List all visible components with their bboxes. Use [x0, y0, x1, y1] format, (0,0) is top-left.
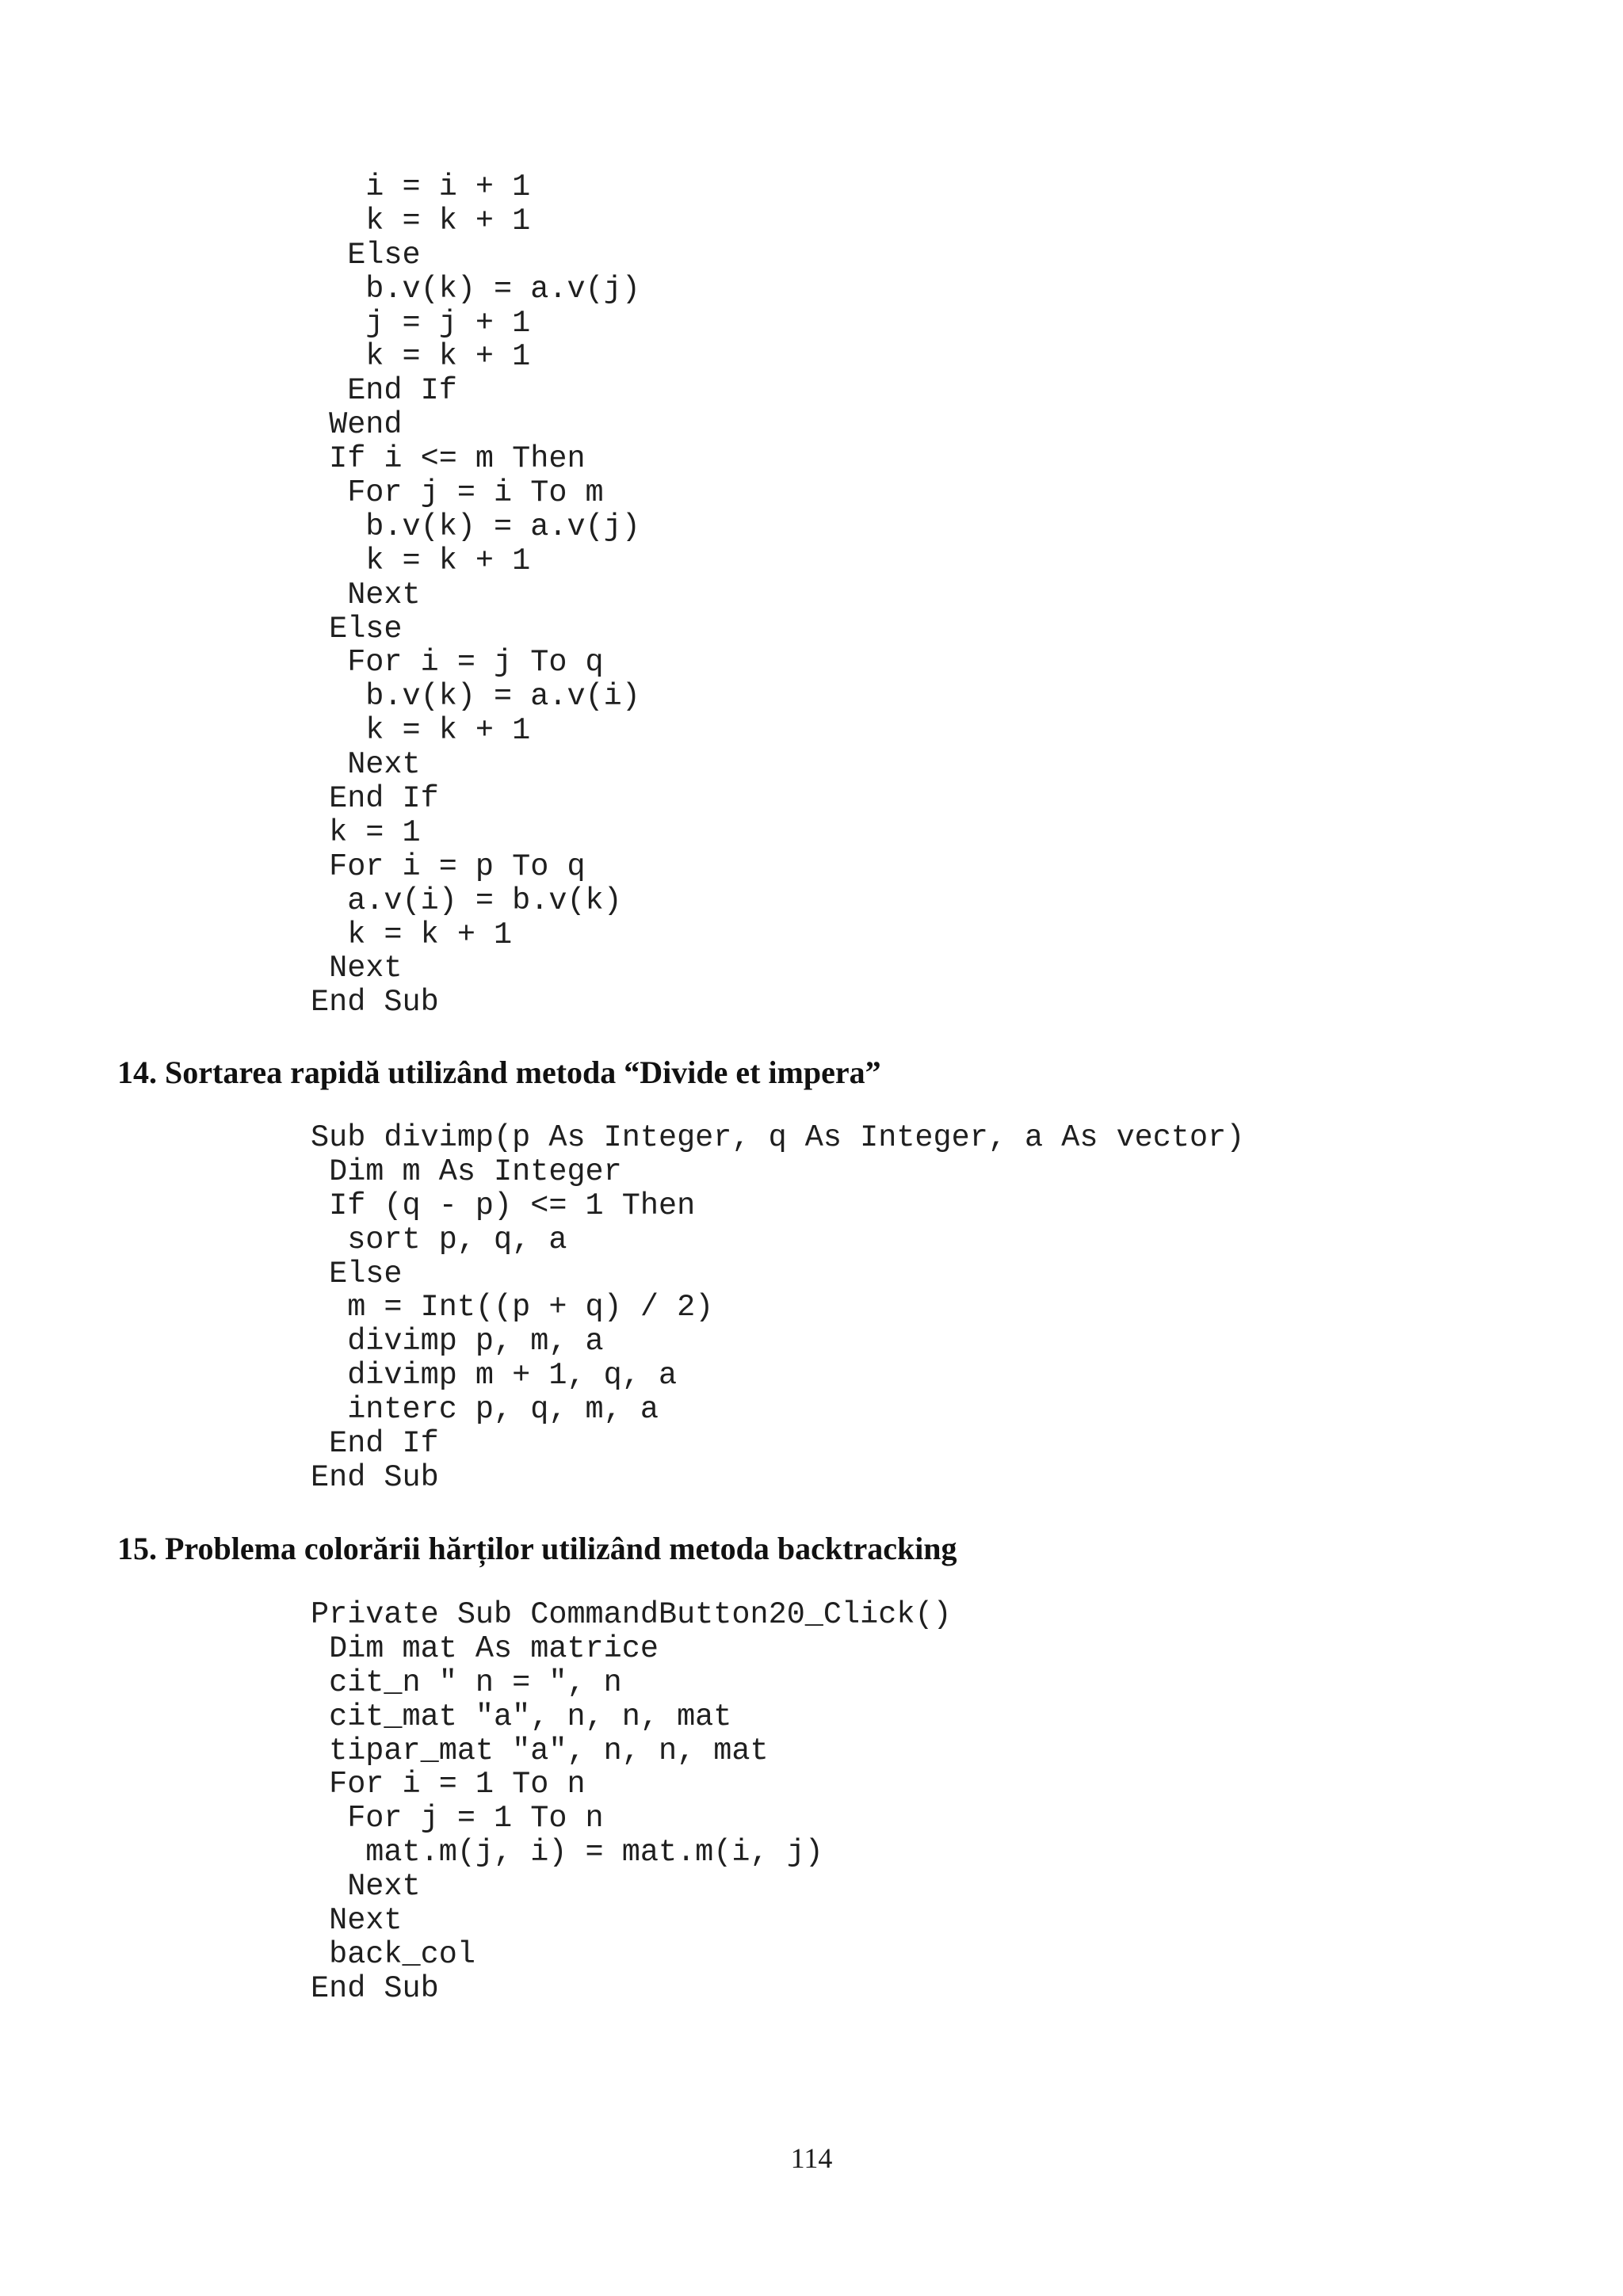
code-line: End Sub	[311, 1970, 439, 2006]
code-line: k = k + 1	[311, 203, 531, 238]
code-line: j = j + 1	[311, 305, 531, 341]
code-line: m = Int((p + q) / 2)	[311, 1290, 714, 1325]
code-line: k = k + 1	[311, 543, 531, 578]
code-line: Else	[311, 611, 403, 646]
code-line: back_col	[311, 1936, 475, 1972]
code-line: End Sub	[311, 1459, 439, 1495]
code-line: divimp m + 1, q, a	[311, 1358, 678, 1394]
code-line: Next	[311, 577, 421, 612]
code-line: If i <= m Then	[311, 441, 586, 477]
code-line: cit_mat "a", n, n, mat	[311, 1699, 732, 1734]
code-line: Next	[311, 747, 421, 783]
code-line: Else	[311, 237, 421, 273]
code-line: Private Sub CommandButton20_Click()	[311, 1597, 952, 1632]
code-line: divimp p, m, a	[311, 1324, 604, 1360]
code-line: For j = i To m	[311, 475, 604, 511]
code-line: Dim mat As matrice	[311, 1630, 659, 1666]
code-line: For i = 1 To n	[311, 1767, 586, 1802]
code-line: Else	[311, 1256, 403, 1291]
code-line: cit_n " n = ", n	[311, 1665, 622, 1700]
code-line: b.v(k) = a.v(i)	[311, 679, 640, 715]
code-line: mat.m(j, i) = mat.m(i, j)	[311, 1835, 823, 1871]
code-line: Next	[311, 1903, 403, 1939]
code-block-merge-tail	[311, 170, 640, 1020]
page-number: 114	[790, 2142, 833, 2174]
code-line: sort p, q, a	[311, 1222, 567, 1257]
code-line: For i = j To q	[311, 645, 604, 681]
code-line: Sub divimp(p As Integer, q As Integer, a As vector)	[311, 1120, 1245, 1155]
code-line: If (q - p) <= 1 Then	[311, 1188, 696, 1223]
code-line: b.v(k) = a.v(j)	[311, 509, 640, 544]
code-block-map-coloring	[311, 1598, 952, 2006]
code-line: tipar_mat "a", n, n, mat	[311, 1733, 769, 1768]
code-line: Next	[311, 951, 403, 986]
code-line: Next	[311, 1869, 421, 1905]
code-line: i = i + 1	[311, 170, 531, 204]
code-line: interc p, q, m, a	[311, 1392, 659, 1428]
code-line: k = k + 1	[311, 339, 531, 375]
code-line: a.v(i) = b.v(k)	[311, 883, 622, 918]
code-line: End Sub	[311, 985, 439, 1020]
code-line: Wend	[311, 407, 403, 443]
code-line: k = 1	[311, 814, 421, 850]
code-line: Dim m As Integer	[311, 1154, 622, 1189]
code-block-divimp	[311, 1121, 1244, 1495]
code-line: For j = 1 To n	[311, 1801, 604, 1836]
section-14-heading: 14. Sortarea rapidă utilizând metoda “Divide et impera”	[117, 1055, 881, 1090]
code-line: For i = p To q	[311, 849, 586, 884]
code-line: End If	[311, 373, 457, 409]
code-line: k = k + 1	[311, 917, 513, 952]
code-line: k = k + 1	[311, 713, 531, 749]
code-line: b.v(k) = a.v(j)	[311, 271, 640, 307]
code-line: End If	[311, 1426, 439, 1462]
code-line: End If	[311, 781, 439, 817]
section-15-heading: 15. Problema colorării hărților utilizând metoda backtracking	[117, 1531, 957, 1566]
